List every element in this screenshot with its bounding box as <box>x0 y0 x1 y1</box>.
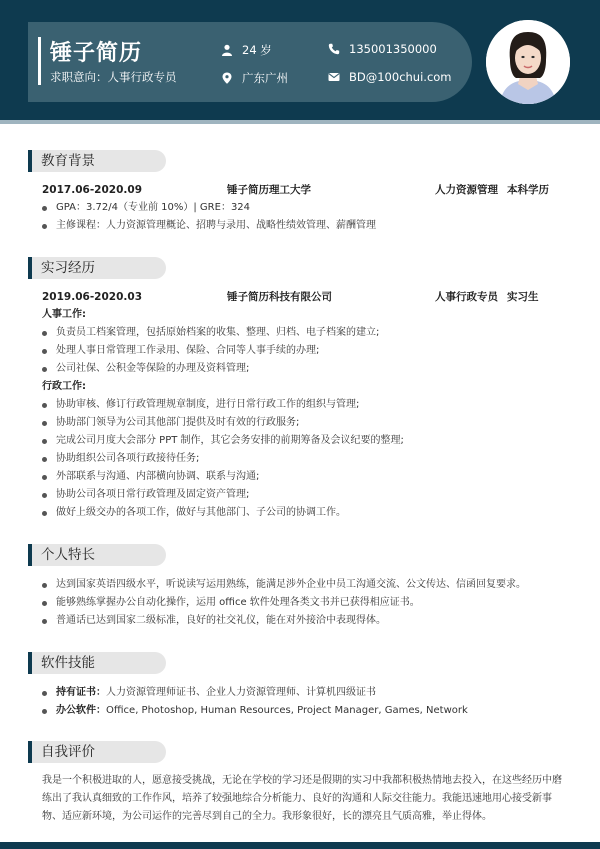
phone-text: 135001350000 <box>349 42 437 56</box>
office-label: 办公软件： <box>56 705 106 716</box>
section-title: 教育背景 <box>41 153 95 169</box>
hr-work-label: 人事工作: <box>42 309 86 320</box>
education-degree: 本科学历 <box>507 184 549 196</box>
mail-icon <box>328 71 340 83</box>
section-marker <box>28 150 32 172</box>
section-marker <box>28 741 32 763</box>
section-marker <box>28 652 32 674</box>
footer-bar <box>0 842 600 849</box>
avatar-photo <box>486 20 570 104</box>
phone-info <box>328 42 437 56</box>
phone-icon <box>328 43 340 55</box>
section-title: 自我评价 <box>41 744 95 760</box>
self-evaluation-text: 我是一个积极进取的人，愿意接受挑战，无论在学校的学习还是假期的实习中我都积极热情地去投入，在这些经历中磨练出了我认真细致的工作作风，培养了较强地综合分析能力、良好的沟通和人际交往能力。我能迅速地用心接受新事物、适应新环境，为公司运作的完善尽到自己的全力。我形象很好，长的漂亮且气质高雅，举止得体。 <box>42 775 562 822</box>
cert-value: 人力资源管理师证书、企业人力资源管理师、计算机四级证书 <box>106 687 376 698</box>
name-accent-bar <box>38 37 41 85</box>
education-school: 锤子简历理工大学 <box>227 184 311 196</box>
person-icon <box>221 44 233 56</box>
section-skills-header <box>28 544 166 566</box>
location-pin-icon <box>221 72 233 84</box>
internship-position: 人事行政专员 <box>435 291 498 303</box>
email-text: BD@100chui.com <box>349 70 452 84</box>
section-title: 软件技能 <box>41 655 95 671</box>
city-info <box>221 70 288 86</box>
city-text: 广东广州 <box>242 71 288 85</box>
office-value: Office, Photoshop, Human Resources, Project Manager, Games, Network <box>106 705 468 716</box>
section-self-header <box>28 741 166 763</box>
education-date: 2017.06-2020.09 <box>42 184 143 196</box>
cert-label: 持有证书： <box>56 687 106 698</box>
section-title: 实习经历 <box>41 260 95 276</box>
education-major: 人力资源管理 <box>435 184 498 196</box>
section-marker <box>28 257 32 279</box>
internship-date: 2019.06-2020.03 <box>42 291 143 303</box>
internship-company: 锤子简历科技有限公司 <box>227 291 332 303</box>
section-internship-header <box>28 257 166 279</box>
section-education-header <box>28 150 166 172</box>
section-software-header <box>28 652 166 674</box>
job-intent: 求职意向：人事行政专员 <box>50 70 177 84</box>
section-marker <box>28 544 32 566</box>
header-divider-stripe <box>0 120 600 124</box>
age-info <box>221 42 272 58</box>
resume-name: 锤子简历 <box>50 41 143 66</box>
section-title: 个人特长 <box>41 547 95 563</box>
email-info <box>328 70 452 84</box>
internship-type: 实习生 <box>507 291 539 303</box>
admin-work-label: 行政工作: <box>42 381 86 392</box>
age-text: 24 岁 <box>242 43 272 57</box>
